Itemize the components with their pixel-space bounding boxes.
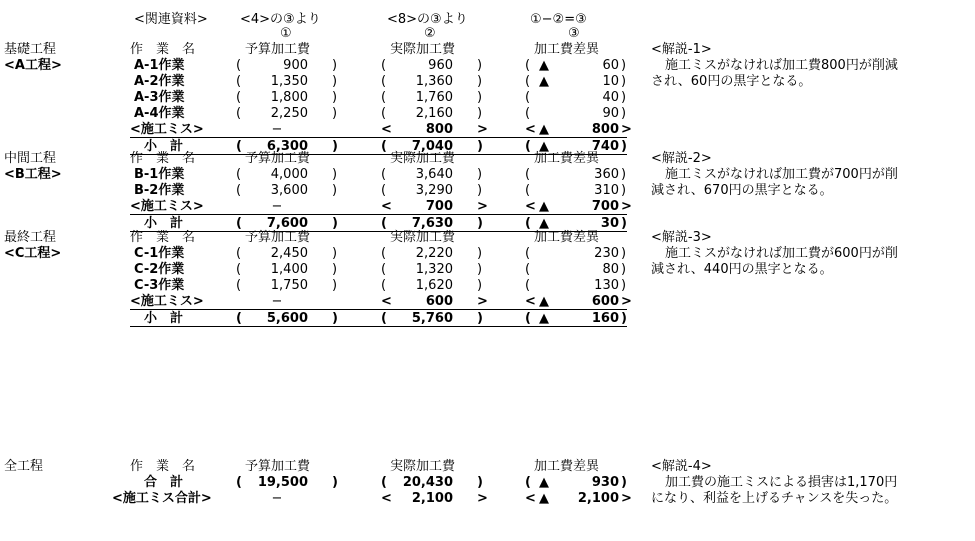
diff-value: 80	[602, 262, 619, 277]
note-title: <解説-3>	[651, 230, 712, 245]
stage-name: 最終工程	[4, 230, 57, 245]
subtotal-budget-close-bracket: )	[332, 311, 338, 326]
budget-close-bracket: )	[332, 58, 338, 73]
diff-close-bracket: )	[621, 278, 627, 293]
diff-close-bracket: )	[621, 311, 627, 326]
negative-mark: ▲	[539, 122, 549, 137]
col-header-name: 作 業 名	[130, 42, 196, 57]
diff-value: 30	[600, 216, 619, 231]
error-actual-value: 700	[425, 199, 453, 214]
formula-note: ①−②=③	[530, 12, 587, 27]
subtotal-rule	[130, 309, 627, 310]
error-actual-open-bracket: <	[381, 122, 392, 137]
actual-close-bracket: )	[477, 106, 483, 121]
actual-open-bracket: (	[381, 183, 387, 198]
diff-close-bracket: )	[621, 475, 627, 490]
budget-close-bracket: )	[332, 167, 338, 182]
diff-open-bracket: (	[525, 475, 531, 490]
diff-value: 2,100	[577, 491, 619, 506]
budget-dash: −	[271, 122, 283, 137]
subtotal-budget-open-bracket: (	[236, 311, 242, 326]
actual-open-bracket: (	[381, 278, 387, 293]
budget-close-bracket: )	[332, 183, 338, 198]
stage-name: 基礎工程	[4, 42, 57, 57]
grand-actual-value: 20,430	[402, 475, 453, 490]
note-line-2: され、60円の黒字となる。	[651, 74, 812, 89]
diff-value: 40	[602, 90, 619, 105]
budget-value: 2,250	[270, 106, 308, 121]
stage-code: <C工程>	[4, 246, 62, 261]
actual-close-bracket: )	[477, 58, 483, 73]
diff-open-bracket: (	[525, 311, 531, 326]
budget-open-bracket: (	[236, 90, 242, 105]
actual-value: 1,620	[415, 278, 453, 293]
subtotal-actual-open-bracket: (	[381, 139, 387, 154]
col-mark-2: ②	[424, 26, 436, 41]
diff-close-bracket: >	[621, 491, 632, 506]
diff-open-bracket: <	[525, 491, 536, 506]
subtotal-actual-close-bracket: )	[477, 216, 483, 231]
error-row-label: <施工ミス>	[130, 199, 204, 214]
grand-budget-dash: −	[271, 491, 283, 506]
budget-close-bracket: )	[332, 278, 338, 293]
grand-budget-open-bracket: (	[236, 475, 242, 490]
budget-close-bracket: )	[332, 262, 338, 277]
diff-value: 800	[591, 122, 619, 137]
col-header-budget: 予算加工費	[245, 42, 311, 57]
subtotal-label: 小 計	[144, 139, 184, 154]
note-line-2: 減され、440円の黒字となる。	[651, 262, 833, 277]
col-header-actual: 実際加工費	[390, 230, 456, 245]
task-name: B-1作業	[134, 167, 185, 182]
task-name: C-1作業	[134, 246, 185, 261]
diff-close-bracket: )	[621, 106, 627, 121]
budget-open-bracket: (	[236, 167, 242, 182]
subtotal-actual-open-bracket: (	[381, 216, 387, 231]
col-header-actual: 実際加工費	[390, 151, 456, 166]
grand-error-actual-value: 2,100	[411, 491, 453, 506]
negative-mark: ▲	[539, 491, 549, 506]
diff-open-bracket: (	[525, 262, 531, 277]
grand-error-actual-close-bracket: >	[477, 491, 488, 506]
budget-close-bracket: )	[332, 106, 338, 121]
budget-close-bracket: )	[332, 74, 338, 89]
diff-close-bracket: >	[621, 199, 632, 214]
actual-close-bracket: )	[477, 90, 483, 105]
stage-name: 中間工程	[4, 151, 57, 166]
note-line-1: 施工ミスがなければ加工費800円が削減	[665, 58, 898, 73]
diff-open-bracket: (	[525, 278, 531, 293]
subtotal-underline	[130, 326, 627, 327]
diff-close-bracket: )	[621, 74, 627, 89]
error-actual-open-bracket: <	[381, 199, 392, 214]
task-name: A-3作業	[134, 90, 185, 105]
budget-value: 1,350	[270, 74, 308, 89]
grand-col-actual: 実際加工費	[390, 459, 456, 474]
negative-mark: ▲	[539, 294, 549, 309]
diff-value: 60	[602, 58, 619, 73]
grand-budget-close-bracket: )	[332, 475, 338, 490]
diff-close-bracket: )	[621, 167, 627, 182]
error-actual-value: 600	[425, 294, 453, 309]
diff-value: 700	[591, 199, 619, 214]
actual-close-bracket: )	[477, 262, 483, 277]
subtotal-budget-value: 6,300	[266, 139, 308, 154]
negative-mark: ▲	[539, 139, 549, 154]
diff-close-bracket: )	[621, 139, 627, 154]
diff-close-bracket: )	[621, 90, 627, 105]
subtotal-budget-open-bracket: (	[236, 216, 242, 231]
budget-open-bracket: (	[236, 278, 242, 293]
actual-value: 1,360	[415, 74, 453, 89]
diff-open-bracket: (	[525, 183, 531, 198]
subtotal-actual-value: 7,040	[411, 139, 453, 154]
budget-dash: −	[271, 294, 283, 309]
diff-open-bracket: (	[525, 167, 531, 182]
actual-value: 3,290	[415, 183, 453, 198]
diff-open-bracket: (	[525, 139, 531, 154]
task-name: A-2作業	[134, 74, 185, 89]
budget-close-bracket: )	[332, 90, 338, 105]
diff-close-bracket: >	[621, 122, 632, 137]
grand-error-label: <施工ミス合計>	[112, 491, 212, 506]
diff-value: 90	[602, 106, 619, 121]
diff-open-bracket: <	[525, 122, 536, 137]
budget-dash: −	[271, 199, 283, 214]
diff-value: 930	[591, 475, 619, 490]
grand-total-label: 合 計	[144, 475, 184, 490]
diff-open-bracket: (	[525, 216, 531, 231]
note-title: <解説-1>	[651, 42, 712, 57]
actual-close-bracket: )	[477, 167, 483, 182]
diff-close-bracket: )	[621, 58, 627, 73]
subtotal-budget-value: 7,600	[266, 216, 308, 231]
budget-value: 900	[283, 58, 308, 73]
budget-value: 1,750	[270, 278, 308, 293]
error-actual-close-bracket: >	[477, 294, 488, 309]
diff-open-bracket: (	[525, 58, 531, 73]
diff-value: 10	[602, 74, 619, 89]
actual-close-bracket: )	[477, 74, 483, 89]
col-header-diff: 加工費差異	[534, 151, 600, 166]
diff-close-bracket: )	[621, 183, 627, 198]
subtotal-actual-value: 7,630	[411, 216, 453, 231]
diff-value: 130	[594, 278, 619, 293]
col-header-budget: 予算加工費	[245, 230, 311, 245]
col-header-diff: 加工費差異	[534, 230, 600, 245]
task-name: C-2作業	[134, 262, 185, 277]
actual-value: 2,220	[415, 246, 453, 261]
budget-open-bracket: (	[236, 106, 242, 121]
col-mark-3: ③	[568, 26, 580, 41]
note-line-1: 施工ミスがなければ加工費が600円が削	[665, 246, 898, 261]
negative-mark: ▲	[539, 199, 549, 214]
stage-code: <B工程>	[4, 167, 62, 182]
related-docs-label: <関連資料>	[134, 12, 208, 27]
actual-open-bracket: (	[381, 262, 387, 277]
col-header-actual: 実際加工費	[390, 42, 456, 57]
negative-mark: ▲	[539, 311, 549, 326]
grand-note-line-2: になり、利益を上げるチャンスを失った。	[651, 491, 898, 506]
error-row-label: <施工ミス>	[130, 294, 204, 309]
grand-budget-value: 19,500	[257, 475, 308, 490]
subtotal-actual-value: 5,760	[411, 311, 453, 326]
diff-open-bracket: (	[525, 90, 531, 105]
diff-close-bracket: >	[621, 294, 632, 309]
stage-code: <A工程>	[4, 58, 62, 73]
grand-col-budget: 予算加工費	[245, 459, 311, 474]
actual-open-bracket: (	[381, 106, 387, 121]
diff-value: 160	[591, 311, 619, 326]
grand-error-actual-open-bracket: <	[381, 491, 392, 506]
subtotal-rule	[130, 214, 627, 215]
actual-close-bracket: )	[477, 183, 483, 198]
diff-close-bracket: )	[621, 262, 627, 277]
actual-value: 1,320	[415, 262, 453, 277]
col-header-diff: 加工費差異	[534, 42, 600, 57]
error-actual-close-bracket: >	[477, 122, 488, 137]
actual-value: 2,160	[415, 106, 453, 121]
subtotal-actual-close-bracket: )	[477, 311, 483, 326]
diff-open-bracket: (	[525, 74, 531, 89]
negative-mark: ▲	[539, 58, 549, 73]
task-name: A-4作業	[134, 106, 185, 121]
actual-close-bracket: )	[477, 246, 483, 261]
subtotal-label: 小 計	[144, 311, 184, 326]
grand-note-title: <解説-4>	[651, 459, 712, 474]
diff-value: 230	[594, 246, 619, 261]
diff-value: 600	[591, 294, 619, 309]
actual-close-bracket: )	[477, 278, 483, 293]
actual-value: 960	[428, 58, 453, 73]
grand-actual-close-bracket: )	[477, 475, 483, 490]
budget-open-bracket: (	[236, 183, 242, 198]
diff-value: 310	[594, 183, 619, 198]
subtotal-budget-open-bracket: (	[236, 139, 242, 154]
grand-col-diff: 加工費差異	[534, 459, 600, 474]
actual-open-bracket: (	[381, 90, 387, 105]
task-name: A-1作業	[134, 58, 185, 73]
diff-value: 360	[594, 167, 619, 182]
budget-value: 3,600	[270, 183, 308, 198]
grand-stage-name: 全工程	[4, 459, 44, 474]
col-header-budget: 予算加工費	[245, 151, 311, 166]
budget-open-bracket: (	[236, 74, 242, 89]
diff-value: 740	[591, 139, 619, 154]
negative-mark: ▲	[539, 74, 549, 89]
actual-open-bracket: (	[381, 74, 387, 89]
grand-actual-open-bracket: (	[381, 475, 387, 490]
budget-close-bracket: )	[332, 246, 338, 261]
negative-mark: ▲	[539, 475, 549, 490]
diff-open-bracket: (	[525, 106, 531, 121]
error-actual-value: 800	[425, 122, 453, 137]
diff-close-bracket: )	[621, 216, 627, 231]
actual-open-bracket: (	[381, 167, 387, 182]
task-name: C-3作業	[134, 278, 185, 293]
col-mark-1: ①	[280, 26, 292, 41]
subtotal-label: 小 計	[144, 216, 184, 231]
error-row-label: <施工ミス>	[130, 122, 204, 137]
grand-col-name: 作 業 名	[130, 459, 196, 474]
budget-value: 2,450	[270, 246, 308, 261]
source-note-2: <8>の③より	[387, 12, 468, 27]
budget-value: 1,800	[270, 90, 308, 105]
error-actual-close-bracket: >	[477, 199, 488, 214]
budget-open-bracket: (	[236, 262, 242, 277]
budget-open-bracket: (	[236, 58, 242, 73]
note-title: <解説-2>	[651, 151, 712, 166]
diff-open-bracket: <	[525, 294, 536, 309]
budget-value: 1,400	[270, 262, 308, 277]
budget-value: 4,000	[270, 167, 308, 182]
actual-open-bracket: (	[381, 58, 387, 73]
diff-open-bracket: <	[525, 199, 536, 214]
subtotal-budget-value: 5,600	[266, 311, 308, 326]
note-line-1: 施工ミスがなければ加工費が700円が削	[665, 167, 898, 182]
diff-close-bracket: )	[621, 246, 627, 261]
col-header-name: 作 業 名	[130, 230, 196, 245]
col-header-name: 作 業 名	[130, 151, 196, 166]
subtotal-actual-close-bracket: )	[477, 139, 483, 154]
actual-value: 1,760	[415, 90, 453, 105]
diff-open-bracket: (	[525, 246, 531, 261]
task-name: B-2作業	[134, 183, 185, 198]
actual-value: 3,640	[415, 167, 453, 182]
subtotal-actual-open-bracket: (	[381, 311, 387, 326]
negative-mark: ▲	[539, 216, 549, 231]
subtotal-budget-close-bracket: )	[332, 139, 338, 154]
source-note-1: <4>の③より	[240, 12, 321, 27]
subtotal-rule	[130, 137, 627, 138]
error-actual-open-bracket: <	[381, 294, 392, 309]
note-line-2: 減され、670円の黒字となる。	[651, 183, 833, 198]
grand-note-line-1: 加工費の施工ミスによる損害は1,170円	[665, 475, 898, 490]
budget-open-bracket: (	[236, 246, 242, 261]
subtotal-budget-close-bracket: )	[332, 216, 338, 231]
actual-open-bracket: (	[381, 246, 387, 261]
